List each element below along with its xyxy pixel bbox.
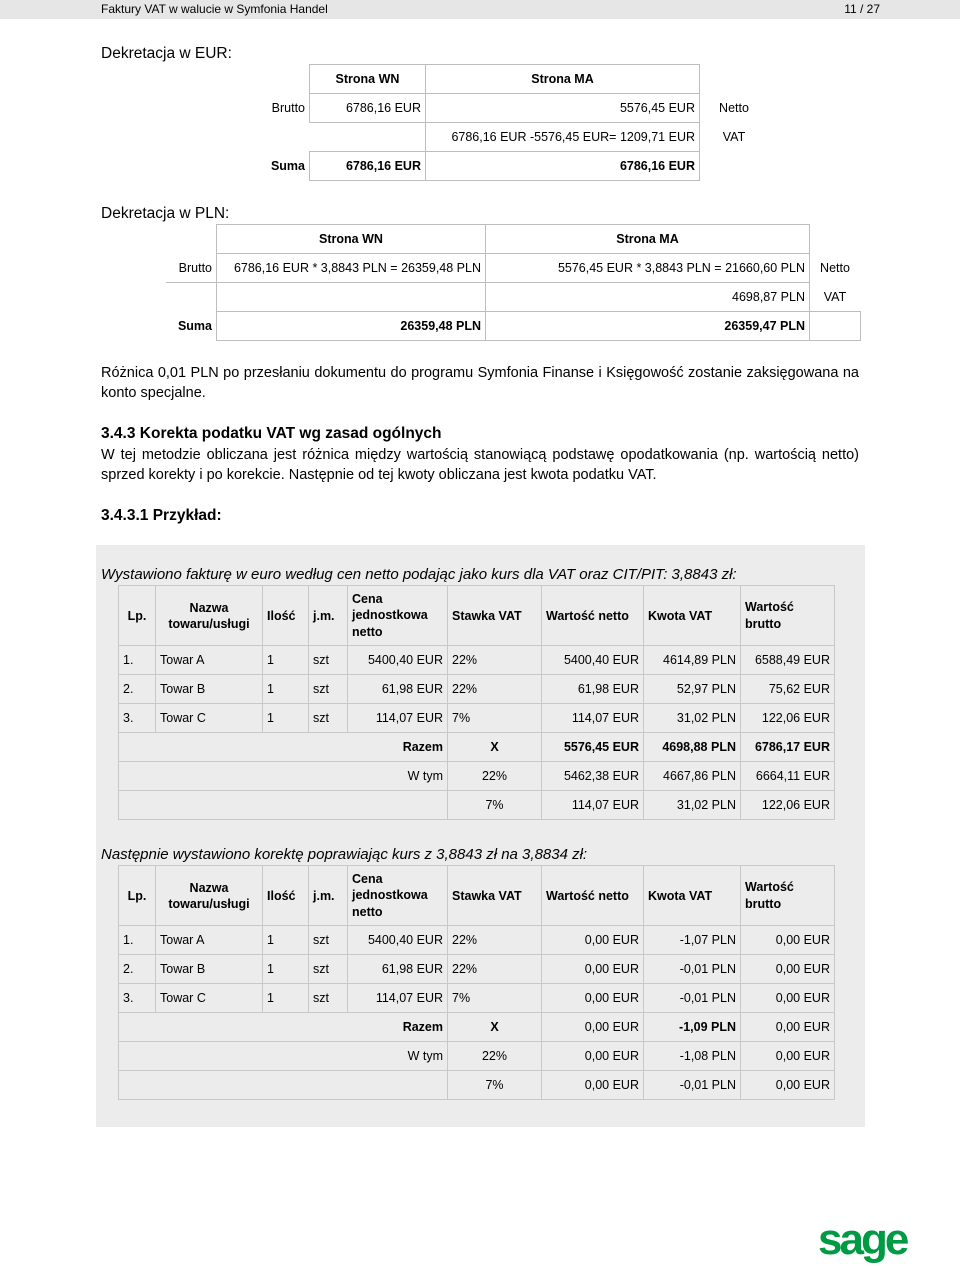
wtym-row: W tym 22% 5462,38 EUR 4667,86 PLN 6664,11 EUR <box>119 762 835 791</box>
eur-wn-header: Strona WN <box>310 65 426 94</box>
pln-brutto-wn: 6786,16 EUR * 3,8843 PLN = 26359,48 PLN <box>217 254 486 283</box>
eur-brutto-label: Brutto <box>260 94 310 123</box>
col-kwota-vat: Kwota VAT <box>644 866 741 926</box>
pln-brutto-label: Brutto <box>166 254 217 283</box>
table-row: 1. Towar A 1 szt 5400,40 EUR 22% 5400,40 EUR 4614,89 PLN 6588,49 EUR <box>119 646 835 675</box>
col-lp: Lp. <box>119 586 156 646</box>
eur-suma-ma: 6786,16 EUR <box>426 152 700 181</box>
col-ilosc: Ilość <box>263 586 309 646</box>
wtym-7-row: 7% 0,00 EUR -0,01 PLN 0,00 EUR <box>119 1071 835 1100</box>
table-row: 3. Towar C 1 szt 114,07 EUR 7% 114,07 EUR 31,02 PLN 122,06 EUR <box>119 704 835 733</box>
example2-table <box>118 865 835 1100</box>
wtym-7-row: 7% 114,07 EUR 31,02 PLN 122,06 EUR <box>119 791 835 820</box>
pln-brutto-ma: 5576,45 EUR * 3,8843 PLN = 21660,60 PLN <box>486 254 810 283</box>
col-wartosc-netto: Wartość netto <box>542 586 644 646</box>
col-lp: Lp. <box>119 866 156 926</box>
example1-caption: Wystawiono fakturę w euro według cen netto podając jako kurs dla VAT oraz CIT/PIT: 3,8843 zł: <box>101 566 737 583</box>
razem-row: Razem X 0,00 EUR -1,09 PLN 0,00 EUR <box>119 1013 835 1042</box>
pln-table <box>166 224 861 341</box>
example2-caption: Następnie wystawiono korektę poprawiając kurs z 3,8843 zł na 3,8834 zł: <box>101 846 588 863</box>
eur-brutto-ma: 5576,45 EUR <box>426 94 700 123</box>
pln-suma-label: Suma <box>166 312 217 341</box>
eur-heading: Dekretacja w EUR: <box>101 45 232 62</box>
pln-suma-wn: 26359,48 PLN <box>217 312 486 341</box>
document-title: Faktury VAT w walucie w Symfonia Handel <box>101 2 328 16</box>
table-row: 2. Towar B 1 szt 61,98 EUR 22% 61,98 EUR 52,97 PLN 75,62 EUR <box>119 675 835 704</box>
eur-vat-ma: 6786,16 EUR -5576,45 EUR= 1209,71 EUR <box>426 123 700 152</box>
wtym-row: W tym 22% 0,00 EUR -1,08 PLN 0,00 EUR <box>119 1042 835 1071</box>
pln-wn-header: Strona WN <box>217 225 486 254</box>
col-cena: Cena jednostkowa netto <box>348 586 448 646</box>
page-number: 11 / 27 <box>844 2 880 16</box>
col-stawka: Stawka VAT <box>448 866 542 926</box>
col-stawka: Stawka VAT <box>448 586 542 646</box>
section-text: W tej metodzie obliczana jest różnica między wartością stanowiącą podstawę opodatkowania (np. wartością netto) sprzed korekty i po korekcie. Następnie od tej kwoty obliczana jest kwota podatku VAT. <box>101 447 859 483</box>
eur-vat-label: VAT <box>700 123 769 152</box>
sage-logo: sage <box>818 1215 907 1264</box>
table-row: 2. Towar B 1 szt 61,98 EUR 22% 0,00 EUR -0,01 PLN 0,00 EUR <box>119 955 835 984</box>
eur-suma-wn: 6786,16 EUR <box>310 152 426 181</box>
eur-table <box>260 64 768 181</box>
razem-row: Razem X 5576,45 EUR 4698,88 PLN 6786,17 EUR <box>119 733 835 762</box>
difference-note: Różnica 0,01 PLN po przesłaniu dokumentu do programu Symfonia Finanse i Księgowość zostanie zaksięgowana na konto specjalne. <box>101 365 859 401</box>
col-wartosc-brutto: Wartość brutto <box>741 586 835 646</box>
eur-ma-header: Strona MA <box>426 65 700 94</box>
col-ilosc: Ilość <box>263 866 309 926</box>
pln-netto-label: Netto <box>810 254 861 283</box>
pln-heading: Dekretacja w PLN: <box>101 205 230 222</box>
col-jm: j.m. <box>309 866 348 926</box>
eur-brutto-wn: 6786,16 EUR <box>310 94 426 123</box>
eur-suma-label: Suma <box>260 152 310 181</box>
example1-table <box>118 585 835 820</box>
col-kwota-vat: Kwota VAT <box>644 586 741 646</box>
example-heading: 3.4.3.1 Przykład: <box>101 507 222 524</box>
pln-vat-label: VAT <box>810 283 861 312</box>
col-nazwa: Nazwa towaru/usługi <box>156 866 263 926</box>
pln-ma-header: Strona MA <box>486 225 810 254</box>
col-wartosc-netto: Wartość netto <box>542 866 644 926</box>
col-cena: Cena jednostkowa netto <box>348 866 448 926</box>
page-header <box>0 0 960 19</box>
table-row: 1. Towar A 1 szt 5400,40 EUR 22% 0,00 EUR -1,07 PLN 0,00 EUR <box>119 926 835 955</box>
table-row: 3. Towar C 1 szt 114,07 EUR 7% 0,00 EUR -0,01 PLN 0,00 EUR <box>119 984 835 1013</box>
pln-suma-ma: 26359,47 PLN <box>486 312 810 341</box>
col-wartosc-brutto: Wartość brutto <box>741 866 835 926</box>
col-nazwa: Nazwa towaru/usługi <box>156 586 263 646</box>
eur-netto-label: Netto <box>700 94 769 123</box>
pln-vat-ma: 4698,87 PLN <box>486 283 810 312</box>
col-jm: j.m. <box>309 586 348 646</box>
section-title: 3.4.3 Korekta podatku VAT wg zasad ogólnych <box>101 425 442 442</box>
